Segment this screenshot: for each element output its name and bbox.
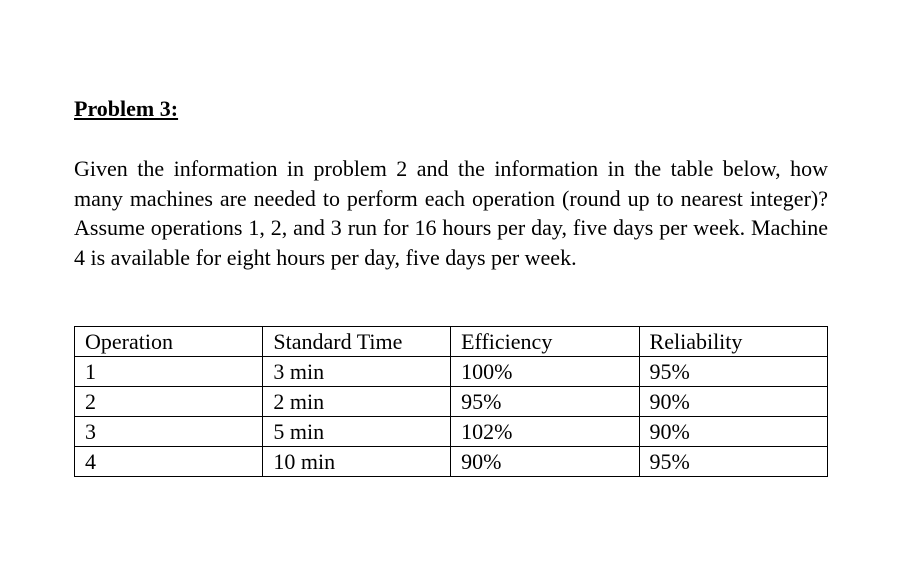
cell-efficiency: 102% bbox=[451, 417, 639, 447]
cell-reliability: 95% bbox=[639, 447, 827, 477]
cell-efficiency: 100% bbox=[451, 357, 639, 387]
cell-efficiency: 90% bbox=[451, 447, 639, 477]
cell-reliability: 90% bbox=[639, 417, 827, 447]
cell-standard-time: 2 min bbox=[263, 387, 451, 417]
cell-standard-time: 5 min bbox=[263, 417, 451, 447]
cell-reliability: 90% bbox=[639, 387, 827, 417]
cell-standard-time: 10 min bbox=[263, 447, 451, 477]
header-operation: Operation bbox=[75, 327, 263, 357]
table-row bbox=[75, 417, 828, 447]
table-row bbox=[75, 387, 828, 417]
cell-operation: 2 bbox=[75, 387, 263, 417]
cell-standard-time: 3 min bbox=[263, 357, 451, 387]
cell-operation: 1 bbox=[75, 357, 263, 387]
operations-table bbox=[74, 326, 828, 477]
table-row bbox=[75, 357, 828, 387]
problem-title: Problem 3: bbox=[74, 96, 179, 121]
table-header-row bbox=[75, 327, 828, 357]
header-standard-time: Standard Time bbox=[263, 327, 451, 357]
cell-reliability: 95% bbox=[639, 357, 827, 387]
cell-efficiency: 95% bbox=[451, 387, 639, 417]
cell-operation: 4 bbox=[75, 447, 263, 477]
document-page bbox=[74, 94, 828, 474]
table-row bbox=[75, 447, 828, 477]
header-reliability: Reliability bbox=[639, 327, 827, 357]
header-efficiency: Efficiency bbox=[451, 327, 639, 357]
cell-operation: 3 bbox=[75, 417, 263, 447]
problem-text: Given the information in problem 2 and the information in the table below, how many machines are needed to perform each operation (round up to nearest integer)? Assume operations 1, 2, and 3 run for 16 hours per day, five days per week. Machine 4 is available for eight hours per day, five days per week. bbox=[74, 156, 828, 270]
